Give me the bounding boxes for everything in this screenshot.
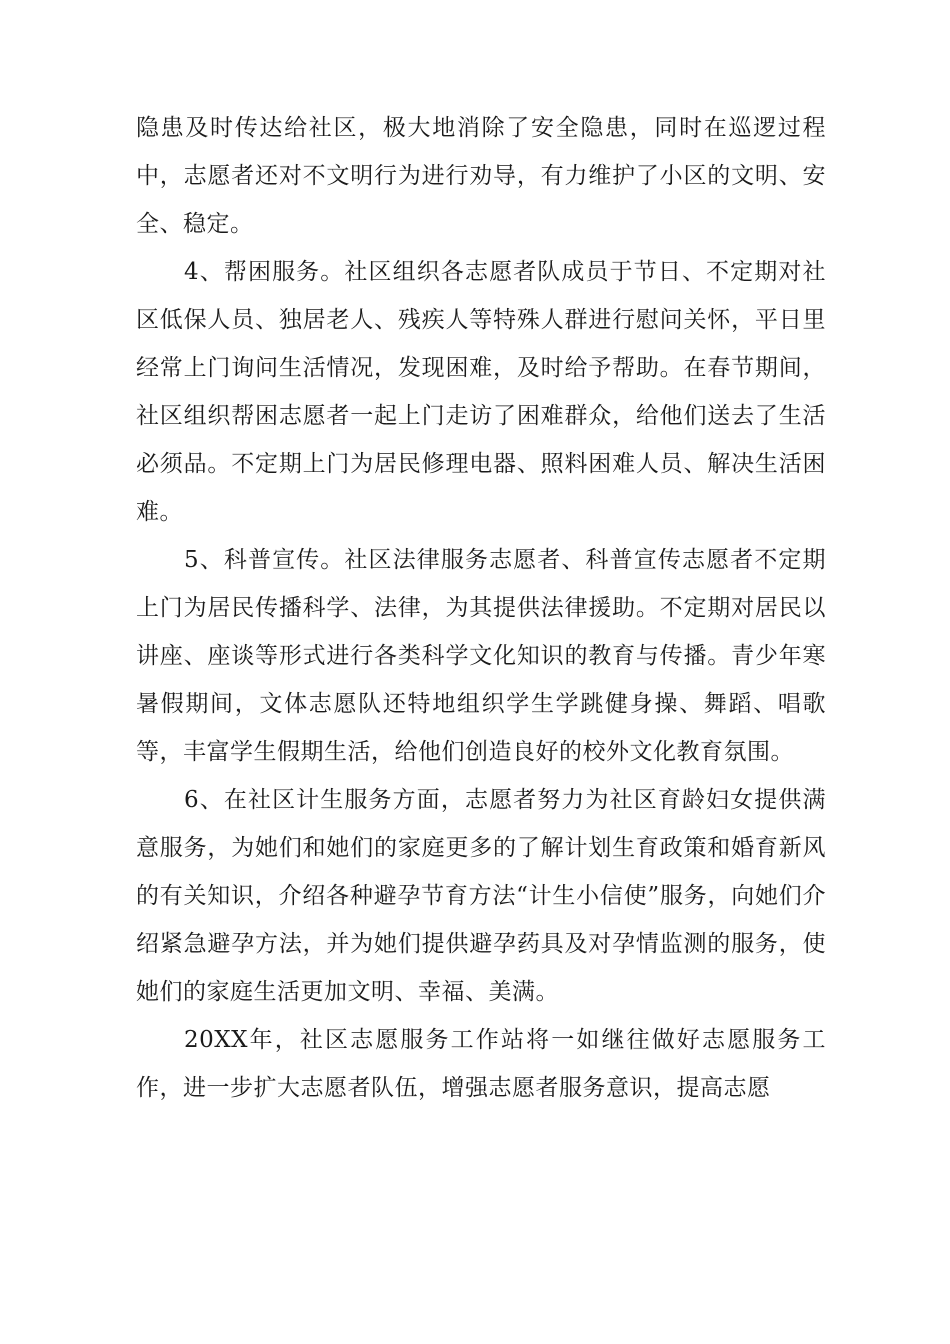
paragraph-poverty-assistance: 4、帮困服务。社区组织各志愿者队成员于节日、不定期对社区低保人员、独居老人、残疾人等特殊人群进行慰问关怀，平日里经常上门询问生活情况，发现困难，及时给予帮助。在春节期间，社区组织帮困志愿者一起上门走访了困难群众，给他们送去了生活必须品。不定期上门为居民修理电器、照料困难人员、解决生活困难。 — [136, 259, 826, 525]
paragraph-science-promotion: 5、科普宣传。社区法律服务志愿者、科普宣传志愿者不定期上门为居民传播科学、法律，为其提供法律援助。不定期对居民以讲座、座谈等形式进行各类科学文化知识的教育与传播。青少年寒暑假期间，文体志愿队还特地组织学生学跳健身操、舞蹈、唱歌等，丰富学生假期生活，给他们创造良好的校外文化教育氛围。 — [136, 547, 826, 765]
paragraph-security-patrol-continued: 隐患及时传达给社区，极大地消除了安全隐患，同时在巡逻过程中，志愿者还对不文明行为进行劝导，有力维护了小区的文明、安全、稳定。 — [136, 115, 826, 237]
document-body — [136, 104, 826, 1112]
paragraph-family-planning-service: 6、在社区计生服务方面，志愿者努力为社区育龄妇女提供满意服务，为她们和她们的家庭更多的了解计划生育政策和婚育新风的有关知识，介绍各种避孕节育方法“计生小信使”服务，向她们介绍紧急避孕方法，并为她们提供避孕药具及对孕情监测的服务，使她们的家庭生活更加文明、幸福、美满。 — [136, 787, 826, 1005]
paragraph-next-year-plan: 20XX年，社区志愿服务工作站将一如继往做好志愿服务工作，进一步扩大志愿者队伍，增强志愿者服务意识，提高志愿 — [136, 1027, 826, 1101]
